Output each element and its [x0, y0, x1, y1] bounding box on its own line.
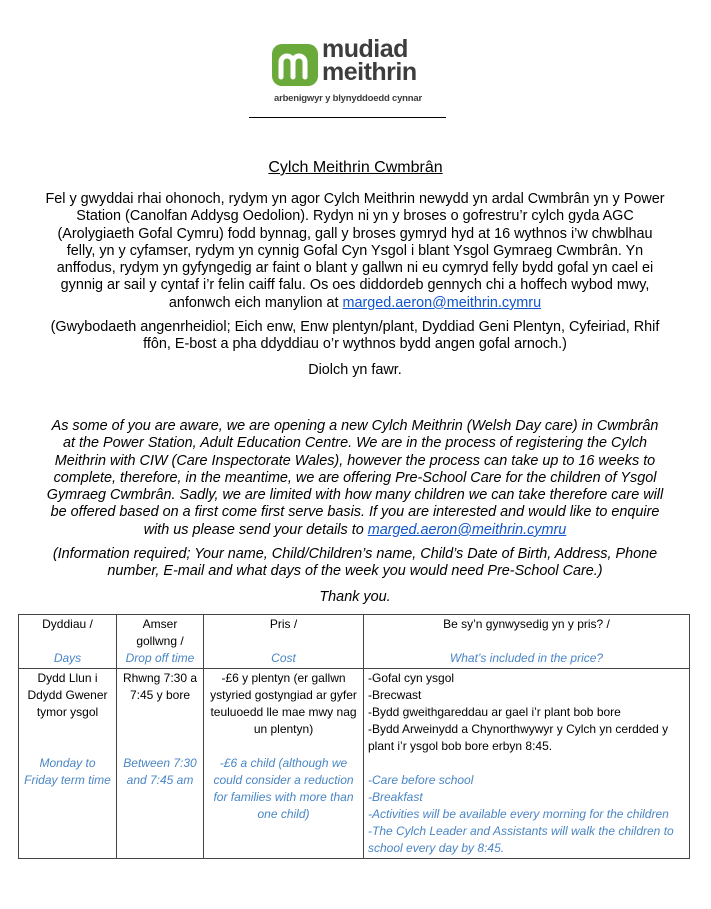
table-header-row	[19, 615, 690, 669]
header-days	[19, 615, 117, 669]
english-thanks: Thank you.	[319, 589, 391, 605]
welsh-intro-text: Fel y gwyddai rhai ohonoch, rydym yn agor Cylch Meithrin newydd yn ardal Cwmbrân yn y Power Station (Canolfan Addysg Oedolion). Rydyn ni yn y broses o gofrestru’r cylch gyda AGC (Arolygiaeth Gofal Cymru) fodd bynnag, gall y broses gymryd hyd at 16 wythnos i’w chwblhau felly, yn y cyfamser, rydym yn cynnig Gofal Cyn Ysgol i blant Ysgol Gymraeg Cwmbrân. Yn anffodus, rydym yn gyfyngedig ar faint o blant y gallwn ni eu cymryd felly bydd gofal yn cael ei gynnig ar sail y cyntaf i’r felin caiff falu. Os oes diddordeb gennych chi a hoffech wybod mwy, anfonwch eich manylion at	[45, 191, 665, 311]
english-intro-paragraph	[44, 418, 666, 539]
header-included	[364, 615, 690, 669]
header-days-en: Days	[53, 651, 82, 665]
cell-days	[19, 669, 117, 859]
table-row	[19, 669, 690, 859]
header-days-cy: Dyddiau /	[42, 617, 93, 631]
header-cost	[204, 615, 364, 669]
included-cy-3: -Bydd gweithgareddau ar gael i’r plant bob bore	[368, 705, 621, 719]
logo-m-icon	[272, 44, 318, 86]
logo-tagline: arbenigwyr y blynyddoedd cynnar	[274, 93, 422, 104]
english-info-required: (Information required; Your name, Child/Children’s name, Child’s Date of Birth, Address, Phone number, E-mail and what days of the week you would need Pre-School Care.)	[52, 546, 658, 580]
logo-line1: mudiad	[322, 35, 408, 63]
header-divider	[249, 117, 446, 118]
included-en-3: -Activities will be available every morning for the children	[368, 807, 669, 821]
pricing-table	[18, 614, 690, 859]
included-en-4: -The Cylch Leader and Assistants will walk the children to school every day by 8:45.	[368, 824, 674, 855]
included-cy-1: -Gofal cyn ysgol	[368, 671, 455, 685]
mudiad-meithrin-logo	[272, 35, 437, 112]
header-cost-en: Cost	[271, 651, 296, 665]
header-included-en: What’s included in the price?	[449, 651, 604, 665]
logo-wordmark	[322, 35, 417, 86]
cell-time	[117, 669, 204, 859]
header-time	[117, 615, 204, 669]
header-time-cy: Amser gollwng /	[136, 617, 184, 648]
welsh-info-required: (Gwybodaeth angenrheidiol; Eich enw, Enw plentyn/plant, Dyddiad Geni Plentyn, Cyfeiriad, Rhif ffôn, E-bost a pha ddyddiau o’r wythnos bydd angen gofal arnoch.)	[50, 319, 660, 353]
welsh-intro-paragraph	[44, 191, 666, 312]
included-en-1: -Care before school	[368, 773, 474, 787]
included-cy-2: -Brecwast	[368, 688, 422, 702]
english-intro-text: As some of you are aware, we are opening a new Cylch Meithrin (Welsh Day care) in Cwmbrân at the Power Station, Adult Education Centre. We are in the process of registering the Cylch Meithrin with CIW (Care Inspectorate Wales), however the process can take up to 16 weeks to complete, therefore, in the meantime, we are offering Pre-School Care for the children of Ysgol Gymraeg Cwmbrân. Sadly, we are limited with how many children we can take therefore care will be offered based on a first come first serve basis. If you are interested and would like to enquire with us please send your details to	[46, 418, 664, 538]
header-included-cy: Be sy’n gynwysedig yn y pris? /	[443, 617, 610, 631]
cell-cost	[204, 669, 364, 859]
welsh-email-link[interactable]: marged.aeron@meithrin.cymru	[342, 294, 542, 311]
time-en: Between 7:30 and 7:45 am	[123, 756, 197, 787]
header-time-en: Drop off time	[125, 651, 195, 665]
cost-en: -£6 a child (although we could consider a reduction for families with more than one child)	[213, 756, 354, 821]
welsh-thanks: Diolch yn fawr.	[308, 362, 402, 378]
days-cy: Dydd Llun i Ddydd Gwener tymor ysgol	[27, 671, 108, 719]
included-cy-4: -Bydd Arweinydd a Chynorthwywyr y Cylch yn cerdded y plant i’r ysgol bob bore erbyn 8:45.	[368, 722, 669, 753]
included-en-2: -Breakfast	[368, 790, 423, 804]
days-en: Monday to Friday term time	[24, 756, 111, 787]
page-title: Cylch Meithrin Cwmbrân	[268, 159, 443, 176]
cell-included	[364, 669, 690, 859]
header-cost-cy: Pris /	[269, 617, 298, 631]
time-cy: Rhwng 7:30 a 7:45 y bore	[122, 671, 198, 702]
cost-cy: -£6 y plentyn (er gallwn ystyried gostyngiad ar gyfer teuluoedd lle mae mwy nag un plentyn)	[210, 671, 357, 736]
english-email-link[interactable]: marged.aeron@meithrin.cymru	[367, 521, 567, 538]
logo-line2: meithrin	[322, 58, 417, 86]
